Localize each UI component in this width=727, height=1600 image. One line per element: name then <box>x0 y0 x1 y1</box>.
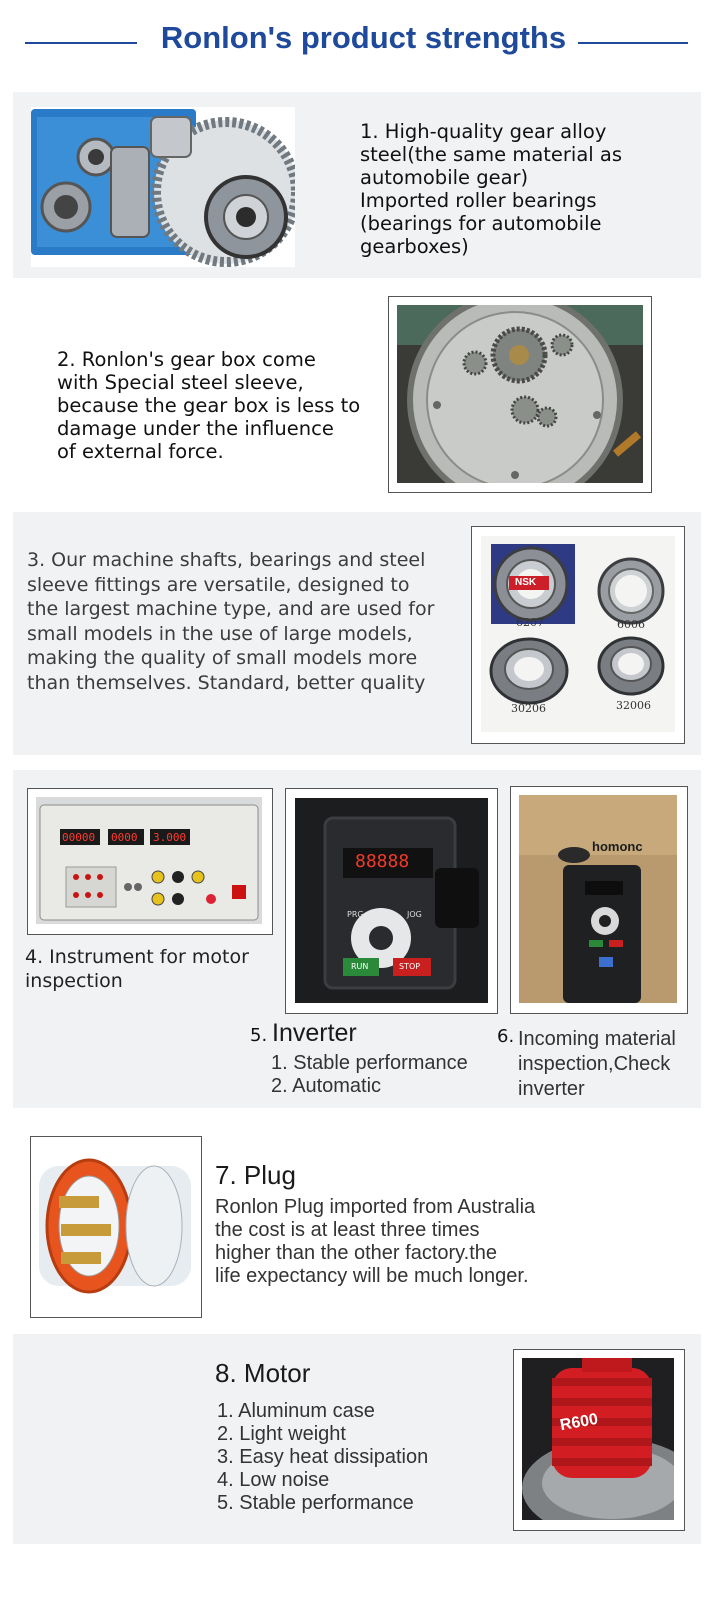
section-5-list <box>271 1052 468 1098</box>
list-item: 5. Stable performance <box>217 1492 414 1514</box>
motor-model-mark: R600 <box>558 1410 600 1435</box>
inverter-key-label: STOP <box>399 962 421 971</box>
section-8-list <box>217 1400 428 1515</box>
section-7-title: 7. Plug <box>215 1160 296 1190</box>
section-1-text: 1. High-quality gear alloy steel(the same material as automobile gear) Imported roller bearings (bearings for automobile gearboxes) <box>360 120 623 258</box>
bearing-brand-label: NSK <box>515 577 537 588</box>
list-item: 1. Aluminum case <box>217 1400 375 1422</box>
box-brand-label: homonc <box>592 839 643 854</box>
incoming-photo <box>519 795 677 1003</box>
instrument-display: 00000 <box>62 831 96 844</box>
gearbox-photo <box>397 305 643 483</box>
bearing-label: 30206 <box>511 702 546 715</box>
list-item: 2. Light weight <box>217 1423 346 1445</box>
section-4-label: 4. Instrument for motor inspection <box>25 946 249 992</box>
bearing-label: 6207 <box>516 616 544 629</box>
motor-photo <box>522 1358 674 1520</box>
list-item: 2. Automatic <box>271 1075 382 1097</box>
section-5-title: Inverter <box>272 1019 357 1047</box>
section-5-number: 5. <box>250 1025 268 1046</box>
instrument-display: 0000 <box>111 831 138 844</box>
list-item: 4. Low noise <box>217 1469 330 1491</box>
bearings-photo <box>481 536 675 732</box>
gear-bearings-photo <box>31 107 295 267</box>
inverter-display: 88888 <box>355 851 410 872</box>
inverter-photo <box>295 798 488 1003</box>
list-item: 3. Easy heat dissipation <box>217 1446 429 1468</box>
section-3-text: 3. Our machine shafts, bearings and steel sleeve fittings are versatile, designed to the largest machine type, and are used for small models in the use of large models, making the quality of small models more than themselves. Standard, better quality <box>27 549 435 694</box>
instrument-photo <box>36 797 262 924</box>
inverter-key-label: RUN <box>351 962 369 971</box>
section-7-text: Ronlon Plug imported from Australia the cost is at least three times higher than the other factory.the life expectancy will be much longer. <box>215 1196 536 1287</box>
inverter-key-label: JOG <box>407 910 422 919</box>
section-2-text: 2. Ronlon's gear box come with Special steel sleeve, because the gear box is less to damage under the influence of external force. <box>57 348 361 463</box>
plug-photo <box>39 1146 191 1306</box>
instrument-display: 3.000 <box>153 831 187 844</box>
section-8-title: 8. Motor <box>215 1358 311 1388</box>
bearing-label: 6006 <box>617 618 645 631</box>
inverter-key-label: PRG <box>347 910 364 919</box>
section-6-text: Incoming material inspection,Check inverter <box>518 1028 676 1100</box>
list-item: 1. Stable performance <box>271 1052 468 1074</box>
header-rule-right <box>578 42 688 44</box>
bearing-label: 32006 <box>616 699 651 712</box>
section-6-number: 6. <box>497 1026 515 1047</box>
page-title: Ronlon's product strengths <box>160 20 567 55</box>
